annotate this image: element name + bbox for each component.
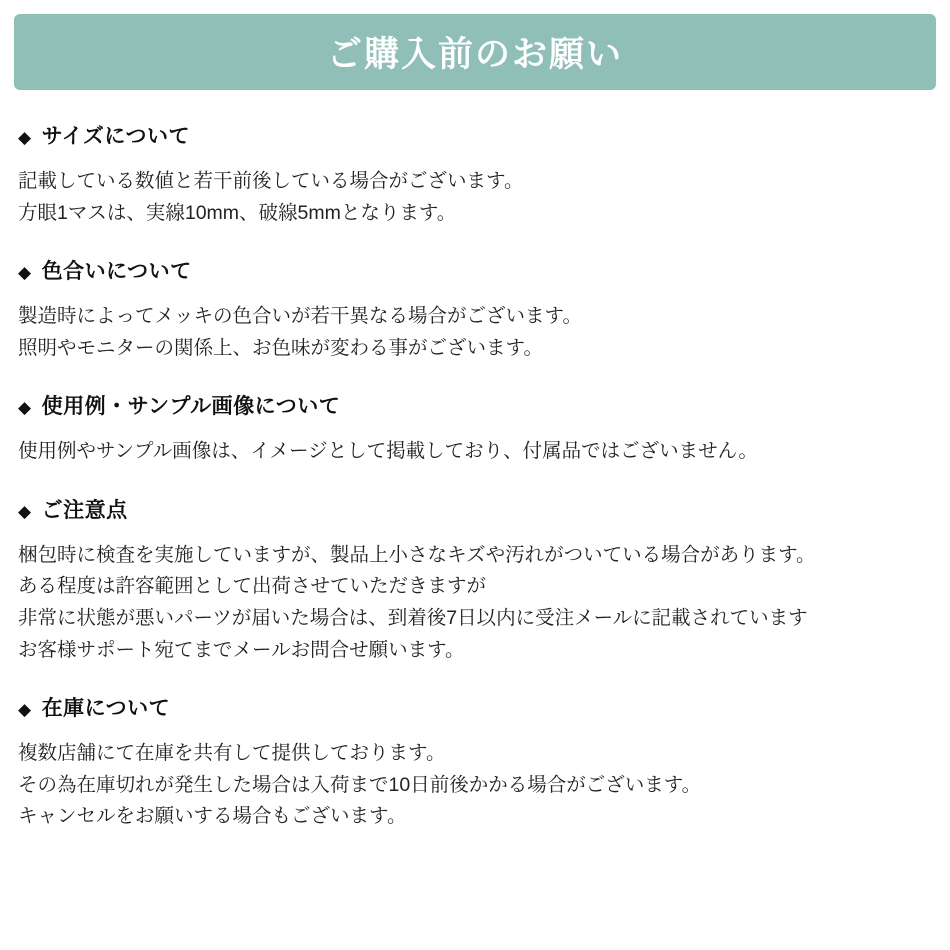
body-line: 方眼1マスは、実線10mm、破線5mmとなります。: [18, 201, 457, 224]
section-heading-label: ご注意点: [41, 498, 128, 522]
section-body: [18, 166, 932, 229]
body-line: 照明やモニターの関係上、お色味が変わる事がございます。: [18, 336, 543, 359]
page-title: ご購入前のお願い: [326, 35, 623, 74]
diamond-icon: ◆: [18, 501, 32, 521]
section-body: [18, 540, 932, 666]
diamond-icon: ◆: [18, 700, 32, 720]
notice-sections: [14, 120, 936, 833]
section-body: [18, 738, 932, 833]
section-heading-label: 使用例・サンプル画像について: [41, 395, 341, 419]
section-heading-label: 在庫について: [41, 697, 171, 721]
body-line: その為在庫切れが発生した場合は入荷まで10日前後かかる場合がございます。: [18, 773, 702, 796]
body-line: 梱包時に検査を実施していますが、製品上小さなキズや汚れがついている場合があります。: [18, 543, 816, 566]
section-heading-label: サイズについて: [41, 125, 190, 148]
diamond-icon: ◆: [18, 128, 32, 147]
section-heading: [18, 390, 932, 420]
body-line: 製造時によってメッキの色合いが若干異なる場合がございます。: [18, 305, 582, 328]
section-body: [18, 301, 932, 364]
section-body: [18, 436, 932, 468]
section-color: [18, 255, 932, 364]
body-line: お客様サポート宛てまでメールお問合せ願います。: [18, 638, 465, 661]
body-line: 使用例やサンプル画像は、イメージとして掲載しており、付属品ではございません。: [18, 440, 758, 463]
body-line: キャンセルをお願いする場合もございます。: [18, 805, 407, 828]
section-heading: [18, 255, 932, 285]
diamond-icon: ◆: [18, 398, 32, 418]
body-line: 複数店舗にて在庫を共有して提供しております。: [18, 742, 446, 765]
section-size: [18, 120, 932, 229]
section-heading: [18, 120, 932, 150]
body-line: 非常に状態が悪いパーツが届いた場合は、到着後7日以内に受注メールに記載されています: [18, 607, 808, 630]
section-cautions: [18, 494, 932, 666]
section-heading: [18, 494, 932, 524]
section-sample-image: [18, 390, 932, 468]
diamond-icon: ◆: [18, 263, 32, 283]
section-heading: [18, 692, 932, 722]
body-line: 記載している数値と若干前後している場合がございます。: [18, 170, 524, 192]
page-banner: [14, 14, 936, 90]
body-line: ある程度は許容範囲として出荷させていただきますが: [18, 575, 487, 598]
section-heading-label: 色合いについて: [41, 260, 192, 284]
section-stock: [18, 692, 932, 833]
